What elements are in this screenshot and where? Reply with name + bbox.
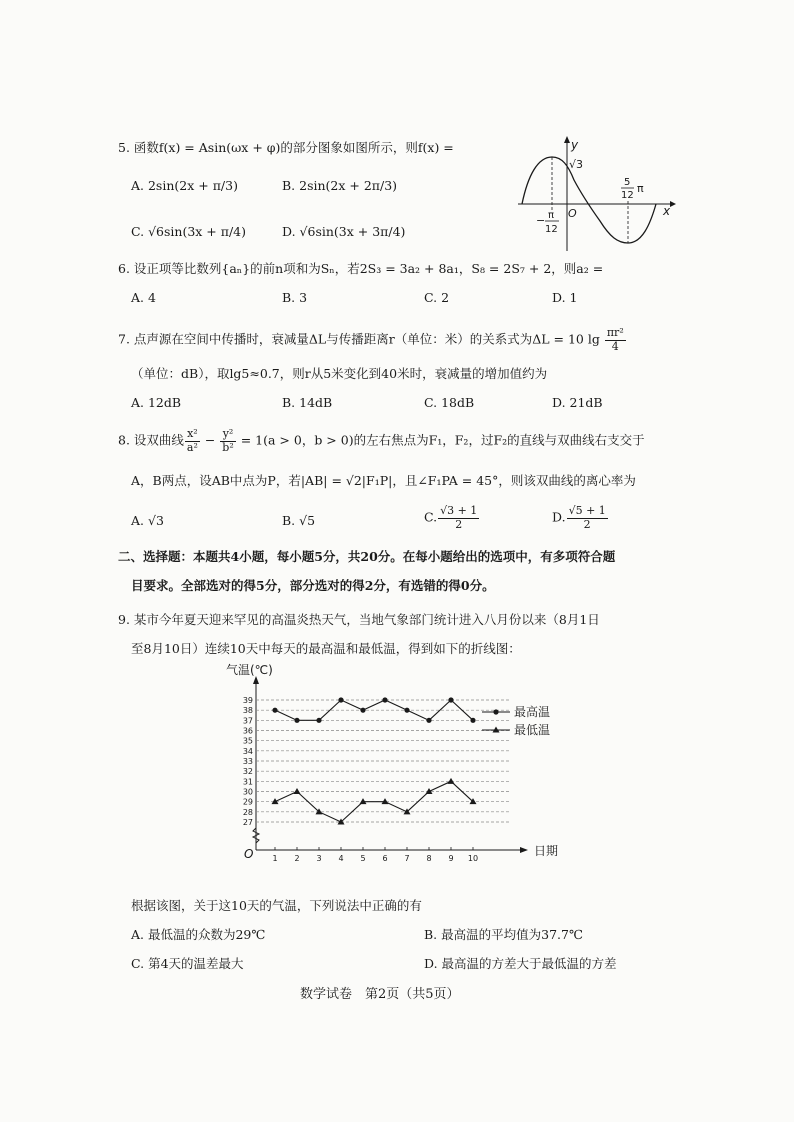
q7-stem xyxy=(118,327,627,353)
q6-option-c: C. 2 xyxy=(424,290,450,305)
q8-option-c-prefix: C. xyxy=(424,509,438,525)
q9-line1: 9. 某市今年夏天迎来罕见的高温炎热天气，当地气象部门统计进入八月份以来（8月1日 xyxy=(118,612,600,627)
y-tick-label: 35 xyxy=(242,736,253,746)
y-tick-label: 37 xyxy=(242,716,253,726)
q9-option-d: D. 最高温的方差大于最低温的方差 xyxy=(424,956,617,971)
q8-option-a: A. √3 xyxy=(131,513,164,528)
q6-option-b: B. 3 xyxy=(282,290,308,305)
max-temp-point xyxy=(360,708,365,713)
page-footer: 数学试卷 第2页（共5页） xyxy=(300,987,460,1002)
q7-line2: （单位：dB），取lg5≈0.7，则r从5米变化到40米时，衰减量的增加值约为 xyxy=(131,366,548,381)
q8-frac1-den: a² xyxy=(186,440,198,454)
q9-option-c: C. 第4天的温差最大 xyxy=(131,956,244,971)
section2-heading-line2: 目要求。全部选对的得5分，部分选对的得2分，有选错的得0分。 xyxy=(131,578,495,593)
x-tick-label: 1 xyxy=(272,854,278,863)
q5-right-suffix: π xyxy=(637,182,644,195)
q7-stem-text: 7. 点声源在空间中传播时，衰减量ΔL与传播距离r（单位：米）的关系式为ΔL = 10 lg xyxy=(118,331,600,347)
max-temp-point xyxy=(294,718,299,723)
q6-stem: 6. 设正项等比数列{aₙ}的前n项和为Sₙ，若2S₃ = 3a₂ + 8a₁，S₈ = 2S₇ + 2，则a₂ = xyxy=(118,261,604,276)
y-tick-label: 34 xyxy=(242,746,253,756)
section2-heading-line1: 二、选择题：本题共4小题，每小题5分，共20分。在每小题给出的选项中，有多项符合题 xyxy=(118,549,616,564)
q5-left-prefix: − xyxy=(536,214,546,227)
x-tick-label: 7 xyxy=(404,854,410,863)
q5-option-b: B. 2sin(2x + 2π/3) xyxy=(282,178,398,193)
q5-x-label: x xyxy=(663,204,671,218)
x-axis-label: 日期 xyxy=(534,844,559,858)
min-temp-point xyxy=(294,788,301,794)
q8-stem-post: = 1(a > 0，b > 0)的左右焦点为F₁，F₂，过F₂的直线与双曲线右支交于 xyxy=(236,432,645,448)
q8-option-d-den: 2 xyxy=(583,517,591,531)
y-axis-label: 气温(℃) xyxy=(226,663,273,677)
max-temp-point xyxy=(382,697,387,702)
q5-origin-label: O xyxy=(568,207,577,220)
q5-left-num: π xyxy=(548,210,555,221)
temperature-line-chart xyxy=(220,660,600,870)
legend-circle-icon xyxy=(493,709,498,714)
q8-option-c-frac xyxy=(438,505,479,531)
y-tick-label: 38 xyxy=(242,706,253,716)
x-tick-label: 8 xyxy=(426,854,432,863)
q5-option-c: C. √6sin(3x + π/4) xyxy=(131,224,247,239)
q6-option-d: D. 1 xyxy=(552,290,578,305)
x-tick-label: 10 xyxy=(467,854,479,863)
x-axis-arrow xyxy=(520,847,528,853)
max-temp-point xyxy=(426,718,431,723)
q9-option-b: B. 最高温的平均值为37.7℃ xyxy=(424,927,583,942)
x-tick-label: 2 xyxy=(294,854,300,863)
y-tick-label: 31 xyxy=(242,777,253,787)
q8-frac2-num: y² xyxy=(220,428,235,442)
q7-option-d: D. 21dB xyxy=(552,395,603,410)
q8-stem-pre: 8. 设双曲线 xyxy=(118,432,184,448)
q7-option-b: B. 14dB xyxy=(282,395,333,410)
q7-frac-num: πr² xyxy=(606,326,624,339)
x-tick-label: 4 xyxy=(338,854,344,863)
min-temp-point xyxy=(448,778,455,784)
y-tick-label: 29 xyxy=(242,797,253,807)
q7-frac-den: 4 xyxy=(611,339,619,353)
q7-option-c: C. 18dB xyxy=(424,395,475,410)
q8-option-d-frac xyxy=(567,505,608,531)
q8-line2: A，B两点，设AB中点为P，若|AB| = √2|F₁P|，且∠F₁PA = 45°，则该双曲线的离心率为 xyxy=(131,473,636,488)
q5-right-num: 5 xyxy=(624,177,631,188)
max-temp-point xyxy=(404,708,409,713)
q8-option-d-prefix: D. xyxy=(552,509,566,525)
legend-label: 最低温 xyxy=(514,723,551,737)
y-tick-label: 36 xyxy=(242,726,253,736)
max-temp-point xyxy=(316,718,321,723)
q5-stem: 5. 函数f(x) = Asin(ωx + φ)的部分图象如图所示，则f(x) = xyxy=(118,140,454,155)
q5-option-a: A. 2sin(2x + π/3) xyxy=(131,178,238,193)
q5-sine-graph xyxy=(510,135,680,255)
x-tick-label: 5 xyxy=(360,854,366,863)
q9-option-a: A. 最低温的众数为29℃ xyxy=(131,927,266,942)
q9-line2: 至8月10日）连续10天中每天的最高温和最低温，得到如下的折线图： xyxy=(131,641,521,656)
q5-right-den: 12 xyxy=(621,190,634,201)
max-temp-point xyxy=(448,697,453,702)
q5-y-label: y xyxy=(571,138,579,152)
y-tick-label: 39 xyxy=(242,696,253,705)
x-tick-label: 3 xyxy=(316,854,322,863)
q7-option-a: A. 12dB xyxy=(131,395,182,410)
q8-option-d-num: √5 + 1 xyxy=(568,504,606,517)
y-tick-label: 32 xyxy=(242,767,253,777)
q8-frac1-num: x² xyxy=(185,428,200,442)
q5-left-den: 12 xyxy=(545,224,558,235)
q6-option-a: A. 4 xyxy=(131,290,156,305)
q8-minus: − xyxy=(200,432,220,448)
q8-frac1 xyxy=(185,428,200,454)
q8-frac2 xyxy=(220,428,235,454)
x-tick-label: 6 xyxy=(382,854,388,863)
y-tick-label: 33 xyxy=(242,757,253,766)
q8-option-c-num: √3 + 1 xyxy=(440,504,478,517)
q9-after: 根据该图，关于这10天的气温，下列说法中正确的有 xyxy=(131,898,422,913)
origin-label: O xyxy=(244,847,254,861)
max-temp-point xyxy=(470,718,475,723)
q7-fraction xyxy=(605,327,626,353)
y-tick-label: 30 xyxy=(242,787,253,797)
x-tick-label: 9 xyxy=(448,854,454,863)
legend-label: 最高温 xyxy=(514,705,551,719)
q8-frac2-den: b² xyxy=(222,440,234,454)
q8-option-b: B. √5 xyxy=(282,513,316,528)
y-tick-label: 28 xyxy=(242,807,253,817)
y-axis-arrow xyxy=(253,676,259,684)
min-temp-point xyxy=(272,798,279,804)
q5-option-d: D. √6sin(3x + 3π/4) xyxy=(282,224,406,239)
q5-y-value: √3 xyxy=(569,158,584,171)
min-temp-point xyxy=(426,788,433,794)
q8-stem xyxy=(118,428,645,454)
y-tick-label: 27 xyxy=(242,818,253,827)
q8-option-c-den: 2 xyxy=(455,517,463,531)
q8-option-d xyxy=(552,505,609,531)
max-temp-point xyxy=(272,708,277,713)
max-temp-point xyxy=(338,697,343,702)
q8-option-c xyxy=(424,505,480,531)
